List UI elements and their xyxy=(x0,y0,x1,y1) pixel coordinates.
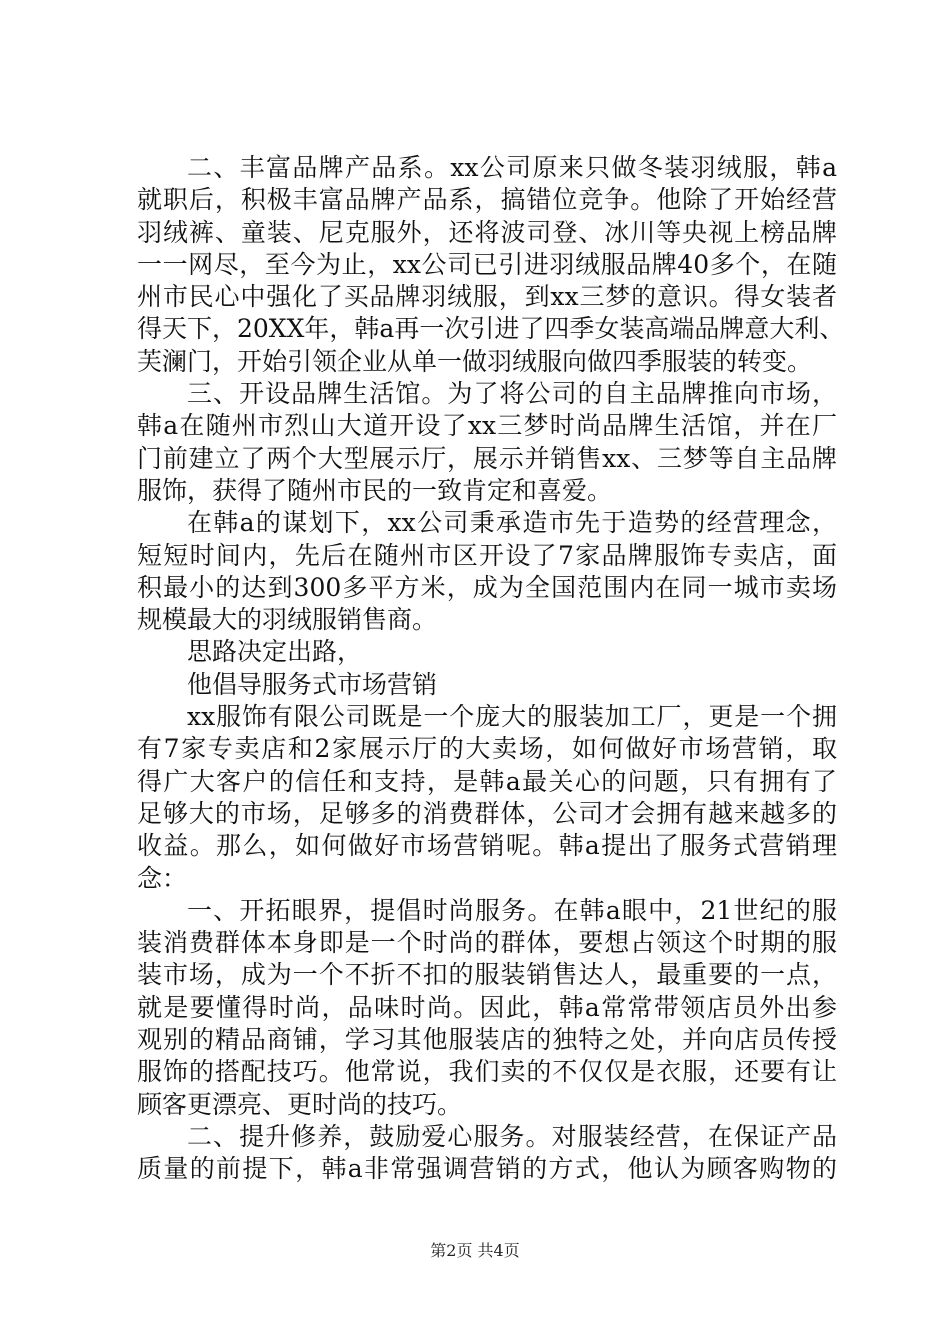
text-line: 二、提升修养，鼓励爱心服务。对服装经营，在保证产品 xyxy=(187,1121,837,1151)
text-line: 州市民心中强化了买品牌羽绒服，到xx三梦的意识。得女装者 xyxy=(137,282,837,312)
text-line: 观别的精品商铺，学习其他服装店的独特之处，并向店员传授 xyxy=(137,1025,837,1055)
text-line: 羽绒裤、童装、尼克服外，还将波司登、冰川等央视上榜品牌 xyxy=(137,217,837,247)
text-line: 二、丰富品牌产品系。xx公司原来只做冬装羽绒服，韩a xyxy=(187,153,837,182)
text-line: 积最小的达到300多平方米，成为全国范围内在同一城市卖场 xyxy=(137,572,837,602)
text-line: 芙澜门，开始引领企业从单一做羽绒服向做四季服装的转变。 xyxy=(137,346,813,376)
text-line: 三、开设品牌生活馆。为了将公司的自主品牌推向市场， xyxy=(187,379,837,409)
text-line: 就是要懂得时尚，品味时尚。因此，韩a常常带领店员外出参 xyxy=(137,992,837,1022)
text-line: 他倡导服务式市场营销 xyxy=(187,669,438,699)
document-body xyxy=(137,152,845,1186)
text-line: xx服饰有限公司既是一个庞大的服装加工厂，更是一个拥 xyxy=(187,702,837,732)
text-line: 收益。那么，如何做好市场营销呢。韩a提出了服务式营销理 xyxy=(137,831,837,861)
text-line: 足够大的市场，足够多的消费群体，公司才会拥有越来越多的 xyxy=(137,798,837,828)
text-line: 服饰，获得了随州市民的一致肯定和喜爱。 xyxy=(137,475,613,505)
text-line: 念： xyxy=(137,863,188,893)
text-line: 韩a在随州市烈山大道开设了xx三梦时尚品牌生活馆，并在厂 xyxy=(137,411,837,441)
page-footer: 第2页 共4页 xyxy=(430,1241,520,1260)
text-line: 就职后，积极丰富品牌产品系，搞错位竞争。他除了开始经营 xyxy=(137,185,837,215)
text-line: 规模最大的羽绒服销售商。 xyxy=(137,605,438,635)
text-line: 思路决定出路， xyxy=(187,637,363,667)
text-line: 装市场，成为一个不折不扣的服装销售达人，最重要的一点， xyxy=(137,960,837,990)
text-line: 得天下，20XX年，韩a再一次引进了四季女装高端品牌意大利、 xyxy=(137,314,845,344)
text-line: 一一网尽，至今为止，xx公司已引进羽绒服品牌40多个，在随 xyxy=(137,249,837,279)
text-line: 服饰的搭配技巧。他常说，我们卖的不仅仅是衣服，还要有让 xyxy=(137,1057,837,1087)
text-line: 有7家专卖店和2家展示厅的大卖场，如何做好市场营销，取 xyxy=(137,734,837,764)
text-line: 在韩a的谋划下，xx公司秉承造市先于造势的经营理念， xyxy=(187,508,837,538)
text-line: 短短时间内，先后在随州市区开设了7家品牌服饰专卖店，面 xyxy=(137,540,837,570)
text-line: 一、开拓眼界，提倡时尚服务。在韩a眼中，21世纪的服 xyxy=(187,895,837,925)
text-line: 得广大客户的信任和支持，是韩a最关心的问题，只有拥有了 xyxy=(137,766,837,796)
text-line: 装消费群体本身即是一个时尚的群体，要想占领这个时期的服 xyxy=(137,928,837,958)
text-line: 门前建立了两个大型展示厅，展示并销售xx、三梦等自主品牌 xyxy=(137,443,837,473)
text-line: 顾客更漂亮、更时尚的技巧。 xyxy=(137,1089,463,1119)
text-line: 质量的前提下，韩a非常强调营销的方式，他认为顾客购物的 xyxy=(137,1154,837,1184)
